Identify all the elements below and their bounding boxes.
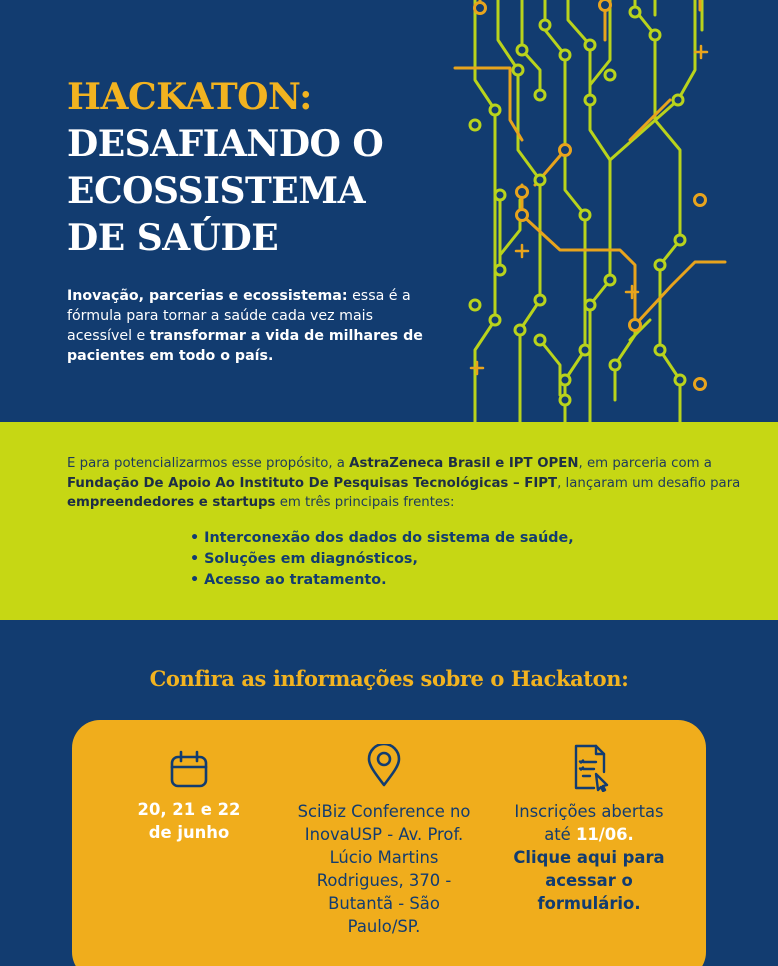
- intro-plain-1: essa é a fórmula para tornar a saúde cada vez mais acessível e: [67, 288, 411, 344]
- event-location: SciBiz Conference no InovaUSP - Av. Prof. Lúcio Martins Rodrigues, 370 - Butantã - São Paulo/SP.: [297, 802, 471, 936]
- hero-section: [0, 0, 778, 422]
- purpose-band: [0, 422, 778, 620]
- title-line-4: DE SAÚDE: [67, 217, 279, 259]
- purpose-text-1: E para potencializarmos esse propósito, a: [67, 456, 350, 471]
- title-line-3: ECOSSISTEMA: [67, 170, 366, 212]
- list-item: • Interconexão dos dados do sistema de saúde,: [190, 528, 574, 549]
- purpose-text-4: Fundação De Apoio Ao Instituto De Pesquisas Tecnológicas – FIPT: [67, 475, 558, 491]
- circuit-decoration: [440, 0, 778, 422]
- form-document-icon: [572, 744, 610, 792]
- page-title: [67, 74, 447, 262]
- location-pin-icon: [366, 744, 402, 788]
- fronts-list: [190, 528, 574, 591]
- purpose-text-7: em três principais frentes:: [275, 495, 455, 510]
- event-dates: [127, 798, 251, 844]
- purpose-text-6: empreendedores e startups: [67, 495, 276, 510]
- event-dates-line-1: 20, 21 e 22: [137, 800, 241, 819]
- list-item: • Soluções em diagnósticos,: [190, 549, 574, 570]
- registration-text: Inscrições abertas até: [514, 802, 664, 844]
- purpose-text: [67, 454, 747, 513]
- info-heading: Confira as informações sobre o Hackaton:: [149, 666, 629, 691]
- info-card: [72, 720, 706, 966]
- registration-deadline: 11/06.: [575, 825, 634, 844]
- calendar-icon: [169, 750, 209, 790]
- registration-info: [502, 800, 676, 915]
- registration-form-link[interactable]: Clique aqui para acessar o formulário.: [513, 848, 665, 913]
- title-line-2: DESAFIANDO O: [67, 123, 384, 165]
- title-line-1: HACKATON:: [67, 76, 312, 118]
- event-dates-line-2: de junho: [148, 823, 230, 842]
- list-item: • Acesso ao tratamento.: [190, 570, 574, 591]
- purpose-text-2: AstraZeneca Brasil e IPT OPEN: [349, 456, 579, 471]
- intro-bold-1: Inovação, parcerias e ecossistema:: [67, 288, 348, 304]
- purpose-text-3: , em parceria com a: [578, 456, 712, 471]
- hero-intro: [67, 286, 427, 366]
- intro-bold-2: transformar a vida de milhares de pacientes em todo o país.: [67, 328, 423, 364]
- purpose-text-5: , lançaram um desafio para: [557, 475, 741, 491]
